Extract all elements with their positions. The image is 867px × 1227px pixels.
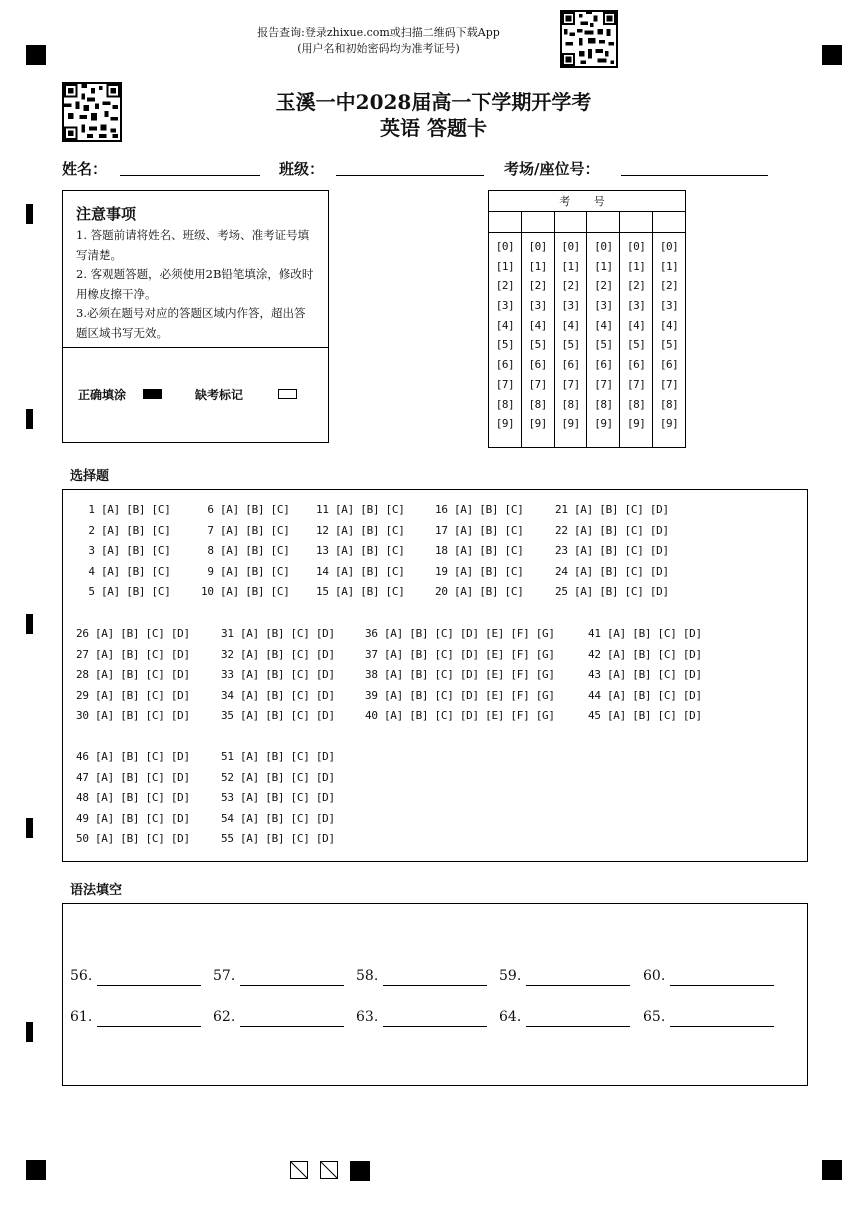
exam-number-bubble[interactable]: [2] (594, 279, 613, 293)
exam-number-bubble[interactable]: [1] (495, 259, 515, 273)
timing-mark (26, 614, 33, 634)
exam-number-bubble[interactable]: [3] (627, 299, 646, 313)
choice-question-7[interactable]: 7 [A] [B] [C] (201, 523, 290, 537)
exam-number-bubble[interactable]: [4] (561, 318, 580, 332)
timing-mark (26, 409, 33, 429)
exam-number-bubble[interactable]: [9] (561, 417, 580, 431)
corner-mark-bottom-left (26, 1160, 46, 1180)
exam-number-write-cell[interactable] (489, 212, 522, 233)
grammar-item-number: 56. (70, 968, 93, 984)
choice-question-51[interactable]: 51 [A] [B] [C] [D] (221, 750, 335, 763)
exam-number-bubble[interactable]: [3] (594, 299, 613, 313)
choice-question-40[interactable]: 40 [A] [B] [C] [D] [E] [F] [G] (365, 709, 555, 723)
choice-question-41[interactable]: 41 [A] [B] [C] [D] (588, 627, 702, 640)
grammar-item-number: 65. (643, 1009, 666, 1025)
choice-question-12[interactable]: 12 [A] [B] [C] (316, 523, 405, 537)
grammar-answer-line[interactable] (383, 1026, 487, 1027)
room-seat-label: 考场/座位号： (504, 160, 600, 178)
exam-number-column (653, 233, 686, 448)
grammar-answer-line[interactable] (97, 985, 201, 986)
name-field[interactable] (120, 175, 260, 176)
exam-number-header: 考 号 (489, 191, 686, 212)
choice-question-14[interactable]: 14 [A] [B] [C] (316, 564, 405, 578)
grammar-answer-line[interactable] (526, 1026, 630, 1027)
choice-question-48[interactable]: 48 [A] [B] [C] [D] (76, 791, 190, 805)
hatched-mark-icon (320, 1161, 338, 1179)
grammar-item-number: 62. (213, 1009, 236, 1025)
credentials-note: (用户名和初始密码均为准考证号) (297, 42, 460, 55)
grammar-answer-line[interactable] (670, 1026, 774, 1027)
choice-question-34[interactable]: 34 [A] [B] [C] [D] (221, 688, 335, 702)
choice-question-32[interactable]: 32 [A] [B] [C] [D] (221, 647, 335, 661)
exam-number-column (620, 233, 653, 448)
choice-question-23[interactable]: 23 [A] [B] [C] [D] (555, 544, 669, 558)
choice-question-2[interactable]: 2 [A] [B] [C] (82, 523, 171, 537)
exam-number-bubble[interactable]: [0] (495, 240, 515, 253)
choice-question-55[interactable]: 55 [A] [B] [C] [D] (221, 832, 335, 846)
choice-question-22[interactable]: 22 [A] [B] [C] [D] (555, 523, 669, 537)
choice-question-15[interactable]: 15 [A] [B] [C] (316, 585, 405, 599)
exam-number-bubble[interactable]: [4] (659, 318, 679, 332)
exam-number-bubble[interactable]: [8] (627, 397, 646, 411)
exam-number-bubble[interactable]: [8] (495, 397, 515, 411)
choice-question-25[interactable]: 25 [A] [B] [C] [D] (555, 585, 669, 599)
choice-question-26[interactable]: 26 [A] [B] [C] [D] (76, 627, 190, 640)
exam-number-bubble[interactable]: [0] (528, 240, 547, 253)
grammar-item-number: 63. (356, 1009, 379, 1025)
grammar-answer-line[interactable] (670, 985, 774, 986)
exam-number-bubble[interactable]: [2] (495, 279, 515, 293)
exam-number-bubble[interactable]: [8] (561, 397, 580, 411)
exam-number-bubble[interactable]: [1] (627, 259, 646, 273)
exam-number-bubble[interactable]: [9] (528, 417, 547, 431)
grammar-answer-line[interactable] (526, 985, 630, 986)
choice-question-50[interactable]: 50 [A] [B] [C] [D] (76, 832, 190, 846)
exam-number-bubble[interactable]: [2] (528, 279, 547, 293)
choice-question-52[interactable]: 52 [A] [B] [C] [D] (221, 770, 335, 784)
choice-question-44[interactable]: 44 [A] [B] [C] [D] (588, 688, 702, 702)
choice-question-1[interactable]: 1 [A] [B] [C] (82, 503, 171, 516)
exam-number-bubble[interactable]: [0] (627, 240, 646, 253)
grammar-item-number: 59. (499, 968, 522, 984)
exam-number-bubble[interactable]: [7] (659, 377, 679, 391)
exam-number-bubble[interactable]: [7] (495, 377, 515, 391)
choice-question-36[interactable]: 36 [A] [B] [C] [D] [E] [F] [G] (365, 627, 555, 640)
exam-number-grid (488, 190, 686, 448)
notice-item: 3.必须在题号对应的答题区域内作答，超出答题区域书写无效。 (76, 306, 306, 340)
exam-number-bubble[interactable]: [0] (594, 240, 613, 253)
exam-number-write-cell[interactable] (587, 212, 620, 233)
choice-question-13[interactable]: 13 [A] [B] [C] (316, 544, 405, 558)
choice-question-46[interactable]: 46 [A] [B] [C] [D] (76, 750, 190, 763)
choice-question-9[interactable]: 9 [A] [B] [C] (201, 564, 290, 578)
grammar-item-number: 58. (356, 968, 379, 984)
grammar-answer-area (62, 903, 808, 1086)
choice-question-35[interactable]: 35 [A] [B] [C] [D] (221, 709, 335, 723)
exam-number-bubble[interactable]: [5] (495, 338, 515, 352)
exam-number-bubble[interactable]: [1] (528, 259, 547, 273)
choice-question-17[interactable]: 17 [A] [B] [C] (435, 523, 524, 537)
exam-number-bubble[interactable]: [0] (561, 240, 580, 253)
corner-mark-top-right (822, 45, 842, 65)
exam-number-bubble[interactable]: [5] (561, 338, 580, 352)
exam-number-bubble[interactable]: [6] (594, 358, 613, 372)
choice-question-18[interactable]: 18 [A] [B] [C] (435, 544, 524, 558)
grammar-answer-line[interactable] (240, 1026, 344, 1027)
choice-question-47[interactable]: 47 [A] [B] [C] [D] (76, 770, 190, 784)
notice-title: 注意事项 (76, 205, 137, 223)
grammar-item-number: 61. (70, 1009, 93, 1025)
choice-question-30[interactable]: 30 [A] [B] [C] [D] (76, 709, 190, 723)
exam-number-bubble[interactable]: [6] (528, 358, 547, 372)
exam-number-bubble[interactable]: [6] (495, 358, 515, 372)
choice-question-49[interactable]: 49 [A] [B] [C] [D] (76, 811, 190, 825)
choice-question-31[interactable]: 31 [A] [B] [C] [D] (221, 627, 335, 640)
choice-question-3[interactable]: 3 [A] [B] [C] (82, 544, 171, 558)
exam-number-bubble[interactable]: [7] (528, 377, 547, 391)
exam-number-bubble[interactable]: [6] (561, 358, 580, 372)
exam-number-column (554, 233, 587, 448)
choice-section-label: 选择题 (70, 469, 110, 484)
report-query-note: 报告查询:登录zhixue.com或扫描二维码下载App (257, 26, 500, 39)
exam-number-bubble[interactable]: [5] (659, 338, 679, 352)
exam-number-write-cell[interactable] (653, 212, 686, 233)
exam-number-bubble[interactable]: [9] (627, 417, 646, 431)
exam-number-bubble[interactable]: [7] (561, 377, 580, 391)
exam-number-bubble[interactable]: [6] (627, 358, 646, 372)
grammar-answer-line[interactable] (240, 985, 344, 986)
exam-number-write-cell[interactable] (554, 212, 587, 233)
timing-mark (26, 1022, 33, 1042)
choice-question-6[interactable]: 6 [A] [B] [C] (201, 503, 290, 516)
choice-question-37[interactable]: 37 [A] [B] [C] [D] [E] [F] [G] (365, 647, 555, 661)
choice-question-53[interactable]: 53 [A] [B] [C] [D] (221, 791, 335, 805)
name-label: 姓名： (62, 160, 108, 178)
exam-number-bubble[interactable]: [4] (528, 318, 547, 332)
choice-question-29[interactable]: 29 [A] [B] [C] [D] (76, 688, 190, 702)
exam-number-bubble[interactable]: [0] (659, 240, 679, 253)
choice-question-24[interactable]: 24 [A] [B] [C] [D] (555, 564, 669, 578)
exam-number-bubble[interactable]: [3] (528, 299, 547, 313)
choice-question-54[interactable]: 54 [A] [B] [C] [D] (221, 811, 335, 825)
timing-mark (26, 818, 33, 838)
exam-number-bubble[interactable]: [7] (594, 377, 613, 391)
exam-number-bubble[interactable]: [2] (659, 279, 679, 293)
choice-question-19[interactable]: 19 [A] [B] [C] (435, 564, 524, 578)
correct-fill-label: 正确填涂 (78, 388, 127, 402)
grammar-answer-line[interactable] (97, 1026, 201, 1027)
choice-question-39[interactable]: 39 [A] [B] [C] [D] [E] [F] [G] (365, 688, 555, 702)
exam-number-bubble[interactable]: [7] (627, 377, 646, 391)
exam-number-column (521, 233, 554, 448)
choice-question-43[interactable]: 43 [A] [B] [C] [D] (588, 668, 702, 682)
exam-number-bubble[interactable]: [4] (495, 318, 515, 332)
notice-item: 2. 客观题答题，必须使用2B铅笔填涂，修改时用橡皮擦干净。 (76, 267, 314, 301)
exam-number-bubble[interactable]: [9] (659, 417, 679, 431)
choice-question-5[interactable]: 5 [A] [B] [C] (82, 585, 171, 599)
grammar-item-number: 57. (213, 968, 236, 984)
hatched-mark-icon (290, 1161, 308, 1179)
timing-mark (26, 204, 33, 224)
choice-question-45[interactable]: 45 [A] [B] [C] [D] (588, 709, 702, 723)
grammar-answer-line[interactable] (383, 985, 487, 986)
correct-fill-sample (143, 389, 162, 399)
exam-number-bubble[interactable]: [2] (561, 279, 580, 293)
room-seat-field[interactable] (621, 175, 768, 176)
class-label: 班级： (279, 160, 325, 178)
choice-question-16[interactable]: 16 [A] [B] [C] (435, 503, 524, 516)
exam-number-bubble[interactable]: [1] (659, 259, 679, 273)
choice-question-11[interactable]: 11 [A] [B] [C] (316, 503, 405, 516)
exam-number-bubble[interactable]: [1] (594, 259, 613, 273)
choice-question-21[interactable]: 21 [A] [B] [C] [D] (555, 503, 669, 516)
exam-number-bubble[interactable]: [8] (594, 397, 613, 411)
page-subtitle: 英语 答题卡 (380, 116, 487, 140)
exam-number-bubble[interactable]: [8] (528, 397, 547, 411)
grammar-item-number: 64. (499, 1009, 522, 1025)
exam-number-bubble[interactable]: [9] (495, 417, 515, 431)
exam-number-bubble[interactable]: [5] (528, 338, 547, 352)
choice-question-4[interactable]: 4 [A] [B] [C] (82, 564, 171, 578)
exam-number-bubble[interactable]: [5] (594, 338, 613, 352)
choice-question-10[interactable]: 10 [A] [B] [C] (201, 585, 290, 599)
corner-mark-bottom-right (822, 1160, 842, 1180)
exam-number-bubble[interactable]: [1] (561, 259, 580, 273)
absent-mark-label: 缺考标记 (195, 388, 244, 402)
page-title: 玉溪一中2028届高一下学期开学考 (275, 90, 592, 114)
solid-mark (350, 1161, 370, 1181)
choice-question-27[interactable]: 27 [A] [B] [C] [D] (76, 647, 190, 661)
grammar-section-label: 语法填空 (70, 883, 123, 898)
exam-number-bubble[interactable]: [5] (627, 338, 646, 352)
exam-number-bubble[interactable]: [3] (495, 299, 515, 313)
exam-number-bubble[interactable]: [4] (594, 318, 613, 332)
exam-number-column (587, 233, 620, 448)
exam-number-bubble[interactable]: [6] (659, 358, 679, 372)
exam-number-bubble[interactable]: [3] (659, 299, 679, 313)
exam-number-write-cell[interactable] (521, 212, 554, 233)
absent-mark-box[interactable] (278, 389, 297, 399)
grammar-item-number: 60. (643, 968, 666, 984)
exam-number-bubble[interactable]: [4] (627, 318, 646, 332)
exam-number-column (489, 233, 522, 448)
exam-number-bubble[interactable]: [3] (561, 299, 580, 313)
choice-question-28[interactable]: 28 [A] [B] [C] [D] (76, 668, 190, 682)
choice-question-33[interactable]: 33 [A] [B] [C] [D] (221, 668, 335, 682)
qr-code-icon[interactable] (560, 10, 618, 68)
choice-question-42[interactable]: 42 [A] [B] [C] [D] (588, 647, 702, 661)
notice-divider (62, 347, 329, 348)
choice-question-8[interactable]: 8 [A] [B] [C] (201, 544, 290, 558)
exam-number-bubble[interactable]: [9] (594, 417, 613, 431)
notice-item: 1. 答题前请将姓名、班级、考场、准考证号填写清楚。 (76, 228, 310, 262)
exam-number-write-cell[interactable] (620, 212, 653, 233)
choice-question-38[interactable]: 38 [A] [B] [C] [D] [E] [F] [G] (365, 668, 555, 682)
exam-number-bubble[interactable]: [8] (659, 397, 679, 411)
class-field[interactable] (336, 175, 484, 176)
choice-question-20[interactable]: 20 [A] [B] [C] (435, 585, 524, 599)
exam-number-bubble[interactable]: [2] (627, 279, 646, 293)
